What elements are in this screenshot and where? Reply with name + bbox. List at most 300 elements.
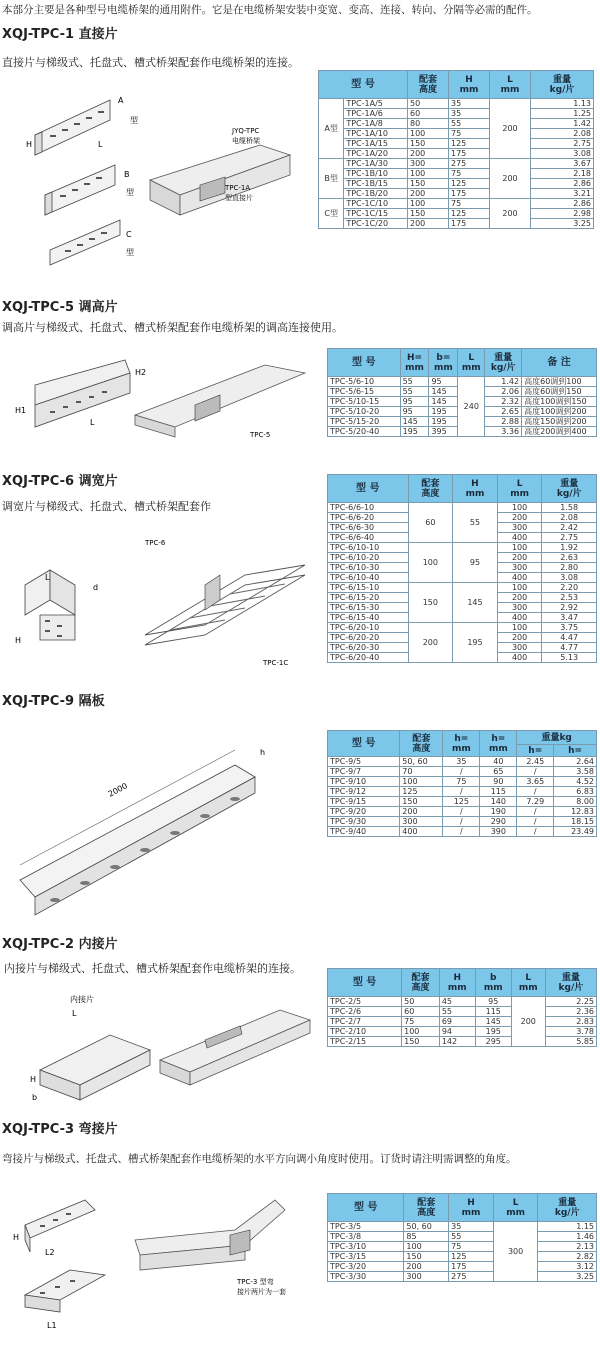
fig-tpc6-l-label: L	[45, 573, 50, 582]
table-row	[319, 109, 594, 119]
fig-tpc2-l-label: L	[72, 1009, 77, 1018]
table-cell: /	[517, 787, 554, 797]
table-cell: 100	[497, 543, 542, 553]
fig-tpc1-a-label: A	[118, 96, 124, 105]
fig-tpc1-c-label: C	[126, 230, 132, 239]
table-cell: TPC-5/10-20	[328, 407, 401, 417]
th-tpc9-model: 型 号	[328, 731, 400, 757]
table-cell: 145	[429, 387, 458, 397]
th-tpc5-model: 型 号	[328, 349, 401, 377]
table-cell: 125	[449, 179, 490, 189]
table-cell: 200	[511, 997, 545, 1047]
th-tpc3-h: H mm	[449, 1194, 494, 1222]
table-cell: 55	[400, 387, 429, 397]
table-cell: 60	[408, 503, 453, 543]
table-cell: 290	[480, 817, 517, 827]
table-cell: 高度60调到150	[522, 387, 597, 397]
table-cell: 200	[490, 159, 531, 199]
table-row	[328, 1232, 597, 1242]
table-cell: 125	[449, 1252, 494, 1262]
table-cell: 60	[402, 1007, 440, 1017]
table-row	[328, 1242, 597, 1252]
th-tpc9-h2: h= mm	[480, 731, 517, 757]
table-cell: 80	[408, 119, 449, 129]
intro-text: 本部分主要是各种型号电缆桥架的通用附件。它是在电缆桥架安装中变宽、变高、连接、转向、分隔等必需的配件。	[2, 4, 538, 16]
th-tpc2-weight: 重量 kg/片	[545, 969, 596, 997]
table-row	[328, 1252, 597, 1262]
table-cell: TPC-1A/30	[344, 159, 408, 169]
table-cell: 300	[497, 523, 542, 533]
table-cell: 300	[497, 643, 542, 653]
table-cell: 50	[402, 997, 440, 1007]
table-cell: TPC-9/10	[328, 777, 400, 787]
table-cell: TPC-2/6	[328, 1007, 402, 1017]
table-row	[328, 817, 597, 827]
fig-tpc3-part-top	[25, 1200, 95, 1252]
table-row	[319, 199, 594, 209]
table-cell: 125	[400, 787, 443, 797]
table-cell: 50, 60	[404, 1222, 449, 1232]
th-tpc6-model: 型 号	[328, 475, 409, 503]
table-cell: 65	[480, 767, 517, 777]
fig-tpc5-h2-label: H2	[135, 368, 147, 377]
table-row	[328, 1017, 597, 1027]
table-cell: 150	[402, 1037, 440, 1047]
table-cell: 195	[429, 407, 458, 417]
fig-tpc3-part-bottom	[25, 1270, 105, 1312]
table-cell: 145	[475, 1017, 511, 1027]
section-title-tpc5: XQJ-TPC-5 调高片	[2, 300, 118, 315]
table-cell: TPC-3/5	[328, 1222, 404, 1232]
table-cell: 4.52	[554, 777, 597, 787]
table-cell: 400	[497, 653, 542, 663]
table-cell: 295	[475, 1037, 511, 1047]
table-row	[319, 189, 594, 199]
table-cell: 2.42	[542, 523, 597, 533]
table-cell: TPC-2/10	[328, 1027, 402, 1037]
table-cell: 190	[480, 807, 517, 817]
table-cell: 1.15	[538, 1222, 597, 1232]
table-tpc2	[327, 968, 597, 1047]
table-cell: 35	[443, 757, 480, 767]
fig-tpc9-h-label: h	[260, 748, 266, 757]
table-row	[319, 129, 594, 139]
table-tpc5	[327, 348, 597, 437]
section-title-tpc2: XQJ-TPC-2 内接片	[2, 937, 118, 952]
section-desc-tpc1: 直接片与梯级式、托盘式、槽式桥架配套作电缆桥架的连接。	[2, 56, 299, 69]
table-cell: 2.08	[531, 129, 594, 139]
table-cell: 85	[404, 1232, 449, 1242]
fig-tpc1-b-suffix: 型	[126, 188, 134, 197]
table-cell: TPC-1A/8	[344, 119, 408, 129]
table-row	[328, 583, 597, 593]
table-row	[319, 219, 594, 229]
table-cell: 150	[400, 797, 443, 807]
table-cell: 100	[497, 623, 542, 633]
table-cell: 5.85	[545, 1037, 596, 1047]
table-cell: 150	[408, 209, 449, 219]
th-tpc9-w2: h=	[554, 745, 597, 757]
table-cell: 高度200调到400	[522, 427, 597, 437]
table-row	[319, 169, 594, 179]
table-cell: 200	[497, 633, 542, 643]
table-row	[328, 757, 597, 767]
table-cell: 23.49	[554, 827, 597, 837]
table-cell: /	[517, 807, 554, 817]
table-cell: 2.32	[485, 397, 522, 407]
section-title-tpc1: XQJ-TPC-1 直接片	[2, 27, 118, 42]
table-cell: TPC-5/6-15	[328, 387, 401, 397]
fig-tpc2-part	[40, 1035, 150, 1100]
table-row	[328, 807, 597, 817]
table-cell: 2.80	[542, 563, 597, 573]
table-cell: 145	[429, 397, 458, 407]
fig-tpc9-length-label: 2000	[106, 781, 129, 799]
figure-tpc9	[10, 715, 280, 930]
table-cell: 2.20	[542, 583, 597, 593]
table-cell: 175	[449, 189, 490, 199]
table-cell: 140	[480, 797, 517, 807]
table-cell: 3.36	[485, 427, 522, 437]
table-cell: 2.64	[554, 757, 597, 767]
table-cell: 2.53	[542, 593, 597, 603]
table-cell: 1.92	[542, 543, 597, 553]
table-cell: 1.42	[485, 377, 522, 387]
table-row	[328, 543, 597, 553]
table-cell: /	[443, 787, 480, 797]
table-cell: C型	[319, 199, 344, 229]
th-tpc6-h: H mm	[453, 475, 498, 503]
table-cell: TPC-9/5	[328, 757, 400, 767]
table-cell: 200	[408, 189, 449, 199]
table-cell: 94	[439, 1027, 475, 1037]
table-cell: TPC-6/15-10	[328, 583, 409, 593]
table-cell: 3.78	[545, 1027, 596, 1037]
table-cell: 200	[497, 553, 542, 563]
table-cell: 高度150调到200	[522, 417, 597, 427]
figure-tpc6	[5, 525, 320, 675]
table-cell: TPC-1C/20	[344, 219, 408, 229]
section-desc-tpc2: 内接片与梯级式、托盘式、槽式桥架配套作电缆桥架的连接。	[4, 962, 301, 975]
table-cell: 100	[408, 543, 453, 583]
fig-tpc2-h-label: H	[30, 1075, 37, 1084]
table-cell: TPC-6/6-20	[328, 513, 409, 523]
fig-tpc3-h-label: H	[13, 1233, 20, 1242]
table-cell: TPC-5/6-10	[328, 377, 401, 387]
fig-tpc1-tray	[150, 145, 290, 215]
table-cell: 100	[497, 503, 542, 513]
table-cell: 2.13	[538, 1242, 597, 1252]
figure-tpc2	[10, 990, 320, 1115]
table-cell: TPC-6/20-10	[328, 623, 409, 633]
fig-tpc1-c-suffix: 型	[126, 248, 134, 257]
table-cell: TPC-6/10-40	[328, 573, 409, 583]
table-cell: 300	[497, 563, 542, 573]
th-tpc9-weight: 重量kg	[517, 731, 597, 745]
section-desc-tpc3: 弯接片与梯级式、托盘式、槽式桥架配套作电缆桥架的水平方向调小角度时使用。订货时请注明需调整的角度。	[2, 1153, 517, 1165]
th-tpc9-height: 配套 高度	[400, 731, 443, 757]
fig-tpc2-b-label: b	[32, 1093, 38, 1102]
table-cell: 3.08	[531, 149, 594, 159]
th-tpc3-weight: 重量 kg/片	[538, 1194, 597, 1222]
table-cell: 200	[408, 623, 453, 663]
table-cell: 3.65	[517, 777, 554, 787]
table-row	[328, 623, 597, 633]
fig-tpc5-plate	[35, 360, 130, 427]
th-tpc3-l: L mm	[493, 1194, 538, 1222]
table-cell: 195	[475, 1027, 511, 1037]
table-row	[328, 767, 597, 777]
table-cell: 100	[408, 129, 449, 139]
table-cell: TPC-1C/15	[344, 209, 408, 219]
th-tpc3-model: 型 号	[328, 1194, 404, 1222]
table-cell: 35	[449, 1222, 494, 1232]
table-cell: 400	[497, 613, 542, 623]
table-cell: TPC-9/20	[328, 807, 400, 817]
figure-tpc5	[5, 345, 325, 445]
table-row	[328, 1272, 597, 1282]
th-tpc1-l: L mm	[490, 71, 531, 99]
section-title-tpc6: XQJ-TPC-6 调宽片	[2, 474, 118, 489]
th-tpc5-note: 备 注	[522, 349, 597, 377]
table-cell: TPC-3/30	[328, 1272, 404, 1282]
fig-tpc1-part-b	[45, 165, 115, 215]
table-cell: 3.08	[542, 573, 597, 583]
table-cell: TPC-6/10-10	[328, 543, 409, 553]
table-cell: 90	[480, 777, 517, 787]
table-cell: 55	[400, 377, 429, 387]
table-cell: A型	[319, 99, 344, 159]
table-cell: TPC-6/10-30	[328, 563, 409, 573]
table-cell: 3.58	[554, 767, 597, 777]
table-row	[328, 1037, 597, 1047]
table-row	[319, 159, 594, 169]
table-cell: /	[517, 817, 554, 827]
table-cell: TPC-6/6-30	[328, 523, 409, 533]
table-cell: 1.25	[531, 109, 594, 119]
table-cell: /	[517, 827, 554, 837]
table-cell: 2.45	[517, 757, 554, 767]
table-cell: TPC-6/15-30	[328, 603, 409, 613]
section-desc-tpc5: 调高片与梯级式、托盘式、槽式桥架配套作电缆桥架的调高连接使用。	[2, 321, 343, 334]
table-cell: 195	[429, 417, 458, 427]
fig-tpc3-tray	[135, 1200, 285, 1270]
table-row	[328, 1007, 597, 1017]
th-tpc2-model: 型 号	[328, 969, 402, 997]
table-cell: 55	[439, 1007, 475, 1017]
table-cell: /	[443, 817, 480, 827]
table-cell: TPC-9/12	[328, 787, 400, 797]
table-row	[319, 119, 594, 129]
table-cell: 75	[449, 169, 490, 179]
table-cell: TPC-1C/10	[344, 199, 408, 209]
table-cell: 2.75	[542, 533, 597, 543]
table-cell: 3.67	[531, 159, 594, 169]
table-cell: 100	[402, 1027, 440, 1037]
fig-tpc3-l2-label: L2	[45, 1248, 55, 1257]
th-tpc5-weight: 重量 kg/片	[485, 349, 522, 377]
table-cell: TPC-6/15-40	[328, 613, 409, 623]
table-cell: 200	[490, 99, 531, 159]
fig-tpc6-plate	[25, 570, 75, 640]
table-cell: TPC-1B/15	[344, 179, 408, 189]
table-cell: 2.36	[545, 1007, 596, 1017]
table-cell: 3.25	[538, 1272, 597, 1282]
section-title-tpc9: XQJ-TPC-9 隔板	[2, 694, 105, 709]
table-cell: 1.58	[542, 503, 597, 513]
table-cell: /	[443, 807, 480, 817]
table-cell: 175	[449, 1262, 494, 1272]
th-tpc5-l: L mm	[458, 349, 485, 377]
table-cell: 35	[449, 99, 490, 109]
table-cell: 150	[404, 1252, 449, 1262]
table-cell: 1.46	[538, 1232, 597, 1242]
table-cell: 45	[439, 997, 475, 1007]
fig-tpc1-part-label: TPC-1A	[225, 184, 251, 192]
table-cell: /	[517, 767, 554, 777]
table-cell: 55	[449, 119, 490, 129]
table-cell: 200	[497, 513, 542, 523]
table-row	[328, 827, 597, 837]
fig-tpc1-b-label: B	[124, 170, 130, 179]
table-cell: TPC-2/15	[328, 1037, 402, 1047]
fig-tpc5-h1-label: H1	[15, 406, 27, 415]
table-cell: 75	[443, 777, 480, 787]
table-cell: 3.47	[542, 613, 597, 623]
table-tpc9	[327, 730, 597, 837]
th-tpc1-weight: 重量 kg/片	[531, 71, 594, 99]
table-cell: 100	[400, 777, 443, 787]
table-cell: TPC-3/20	[328, 1262, 404, 1272]
table-cell: 115	[480, 787, 517, 797]
table-cell: 95	[400, 397, 429, 407]
table-cell: 200	[490, 199, 531, 229]
th-tpc2-l: L mm	[511, 969, 545, 997]
table-cell: 3.25	[531, 219, 594, 229]
th-tpc6-l: L mm	[497, 475, 542, 503]
table-cell: 5.13	[542, 653, 597, 663]
table-cell: 2.86	[531, 179, 594, 189]
table-cell: 145	[400, 417, 429, 427]
table-cell: B型	[319, 159, 344, 199]
table-cell: 69	[439, 1017, 475, 1027]
table-cell: TPC-6/6-40	[328, 533, 409, 543]
table-cell: 200	[497, 593, 542, 603]
table-row	[319, 99, 594, 109]
table-cell: TPC-6/15-20	[328, 593, 409, 603]
th-tpc2-height: 配套 高度	[402, 969, 440, 997]
table-row	[328, 377, 597, 387]
fig-tpc6-d-label: d	[93, 583, 99, 592]
table-cell: TPC-2/5	[328, 997, 402, 1007]
table-cell: TPC-6/20-20	[328, 633, 409, 643]
table-cell: 95	[429, 377, 458, 387]
fig-tpc1-l-label: L	[98, 140, 103, 149]
fig-tpc2-tray	[160, 1010, 310, 1085]
table-cell: 300	[493, 1222, 538, 1282]
table-cell: TPC-9/30	[328, 817, 400, 827]
table-cell: 300	[400, 817, 443, 827]
table-cell: 195	[453, 623, 498, 663]
table-cell: 125	[443, 797, 480, 807]
table-cell: 200	[404, 1262, 449, 1272]
section-desc-tpc6: 调宽片与梯级式、托盘式、槽式桥架配套作	[2, 500, 211, 513]
table-cell: 2.83	[545, 1017, 596, 1027]
table-cell: 275	[449, 159, 490, 169]
table-cell: 35	[449, 109, 490, 119]
table-cell: 75	[449, 129, 490, 139]
table-row	[328, 797, 597, 807]
table-cell: 50, 60	[400, 757, 443, 767]
table-cell: TPC-9/40	[328, 827, 400, 837]
table-row	[319, 139, 594, 149]
th-tpc9-h1: h= mm	[443, 731, 480, 757]
table-cell: 150	[408, 583, 453, 623]
fig-tpc6-part-label: TPC-6	[145, 539, 166, 547]
table-cell: 2.98	[531, 209, 594, 219]
table-cell: TPC-6/6-10	[328, 503, 409, 513]
table-row	[319, 179, 594, 189]
table-cell: 3.75	[542, 623, 597, 633]
table-cell: 2.25	[545, 997, 596, 1007]
table-cell: 195	[400, 427, 429, 437]
table-cell: TPC-1A/6	[344, 109, 408, 119]
table-cell: 2.08	[542, 513, 597, 523]
section-title-tpc3: XQJ-TPC-3 弯接片	[2, 1122, 118, 1137]
table-cell: 2.18	[531, 169, 594, 179]
table-cell: 150	[408, 179, 449, 189]
table-row	[328, 997, 597, 1007]
fig-tpc3-l1-label: L1	[47, 1321, 57, 1330]
table-cell: 95	[453, 543, 498, 583]
table-cell: 55	[449, 1232, 494, 1242]
table-cell: 400	[497, 533, 542, 543]
table-cell: 395	[429, 427, 458, 437]
fig-tpc6-tpc1c-label: TPC-1C	[263, 659, 289, 667]
th-tpc1-height: 配套 高度	[408, 71, 449, 99]
fig-tpc9-plate	[20, 750, 255, 915]
table-cell: TPC-1A/15	[344, 139, 408, 149]
table-cell: 275	[449, 1272, 494, 1282]
th-tpc5-h: H= mm	[400, 349, 429, 377]
table-cell: 300	[497, 603, 542, 613]
table-cell: TPC-5/15-20	[328, 417, 401, 427]
th-tpc2-b: b mm	[475, 969, 511, 997]
table-row	[319, 209, 594, 219]
table-cell: TPC-1A/5	[344, 99, 408, 109]
table-row	[328, 503, 597, 513]
table-row	[328, 787, 597, 797]
table-cell: 300	[404, 1272, 449, 1282]
table-cell: TPC-9/15	[328, 797, 400, 807]
table-cell: 18.15	[554, 817, 597, 827]
table-cell: 8.00	[554, 797, 597, 807]
table-tpc3	[327, 1193, 597, 1282]
table-cell: 3.12	[538, 1262, 597, 1272]
table-cell: 175	[449, 149, 490, 159]
fig-tpc6-ladder	[145, 565, 305, 645]
table-cell: 400	[400, 827, 443, 837]
table-cell: TPC-6/20-30	[328, 643, 409, 653]
table-row	[328, 777, 597, 787]
table-row	[328, 1222, 597, 1232]
table-row	[319, 149, 594, 159]
table-cell: 40	[480, 757, 517, 767]
table-cell: TPC-1B/20	[344, 189, 408, 199]
fig-tpc3-note2: 接片两片为一套	[237, 1288, 286, 1296]
table-cell: TPC-3/8	[328, 1232, 404, 1242]
table-cell: 75	[449, 1242, 494, 1252]
